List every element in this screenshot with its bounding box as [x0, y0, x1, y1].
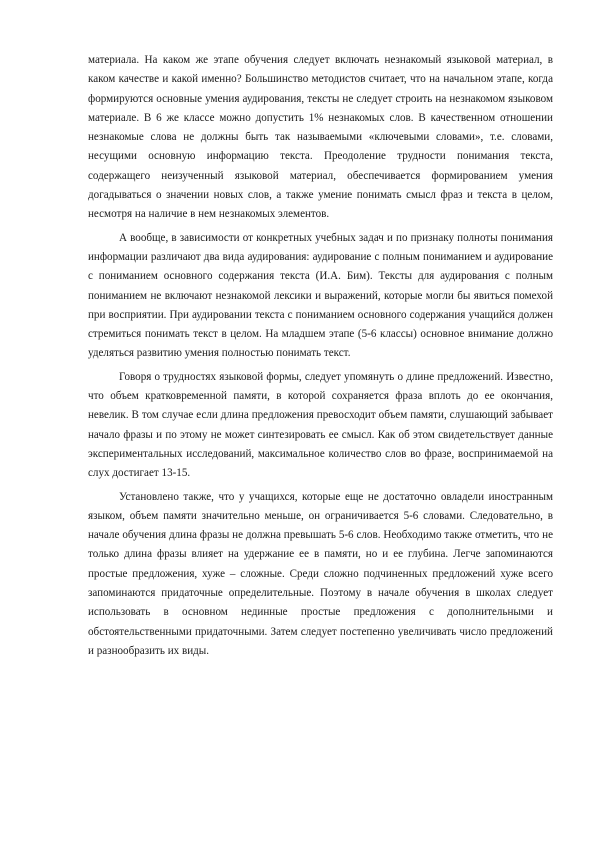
paragraph: А вообще, в зависимости от конкретных учебных задач и по признаку полноты понимания информации различают два вида аудирования: аудирование с полным пониманием и аудирование с пониманием основного содержания текста (И.А. Бим). Тексты для аудирования с полным пониманием не включают незнакомой лексики и выражений, которые могли бы явиться помехой при восприятии. При аудировании текста с пониманием основного содержания учащийся должен стремиться понимать текст в целом. На младшем этапе (5-6 классы) основное внимание должно уделяться развитию умения полностью понимать текст. [88, 231, 553, 360]
paragraph-continuation: материала. На каком же этапе обучения следует включать незнакомый языковой материал, в каком качестве и какой именно? Большинство методистов считает, что на начальном этапе, когда формируются основные умения аудирования, тексты не следует строить на незнакомом языковом материале. В 6 же классе можно допустить 1% незнакомых слов. В качественном отношении незнакомые слова не должны быть так называемыми «ключевыми словами», т.е. словами, несущими основную информацию текста. Преодоление трудности понимания текста, содержащего неизученный языковой материал, обеспечивается формированием умения догадываться о значении новых слов, а также умение понимать смысл фраз и текста в целом, несмотря на наличие в нем незнакомых элементов. [88, 54, 553, 221]
document-body [88, 51, 553, 661]
paragraph: Установлено также, что у учащихся, которые еще не достаточно овладели иностранным языком, объем памяти значительно меньше, он ограничивается 5-6 словами. Следовательно, в начале обучения длина фразы не должна превышать 5-6 слов. Необходимо также отметить, что не только длина фразы влияет на удержание ее в памяти, но и ее глубина. Легче запоминаются простые предложения, хуже – сложные. Среди сложно подчиненных предложений хуже всего запоминаются придаточные определительные. Поэтому в начале обучения в школах следует использовать в основном нединные простые предложения с дополнительными и обстоятельственными придаточными. Затем следует постепенно увеличивать число предложений и разнообразить их виды. [88, 490, 553, 657]
paragraph: Говоря о трудностях языковой формы, следует упомянуть о длине предложений. Известно, что объем кратковременной памяти, в которой сохраняется фраза вплоть до ее окончания, невелик. В том случае если длина предложения превосходит объем памяти, слушающий забывает начало фразы и по этому не может синтезировать ее смысл. Как об этом свидетельствует данные экспериментальных исследований, максимальное количество слов во фразе, воспринимаемой на слух достигает 13-15. [88, 370, 553, 480]
